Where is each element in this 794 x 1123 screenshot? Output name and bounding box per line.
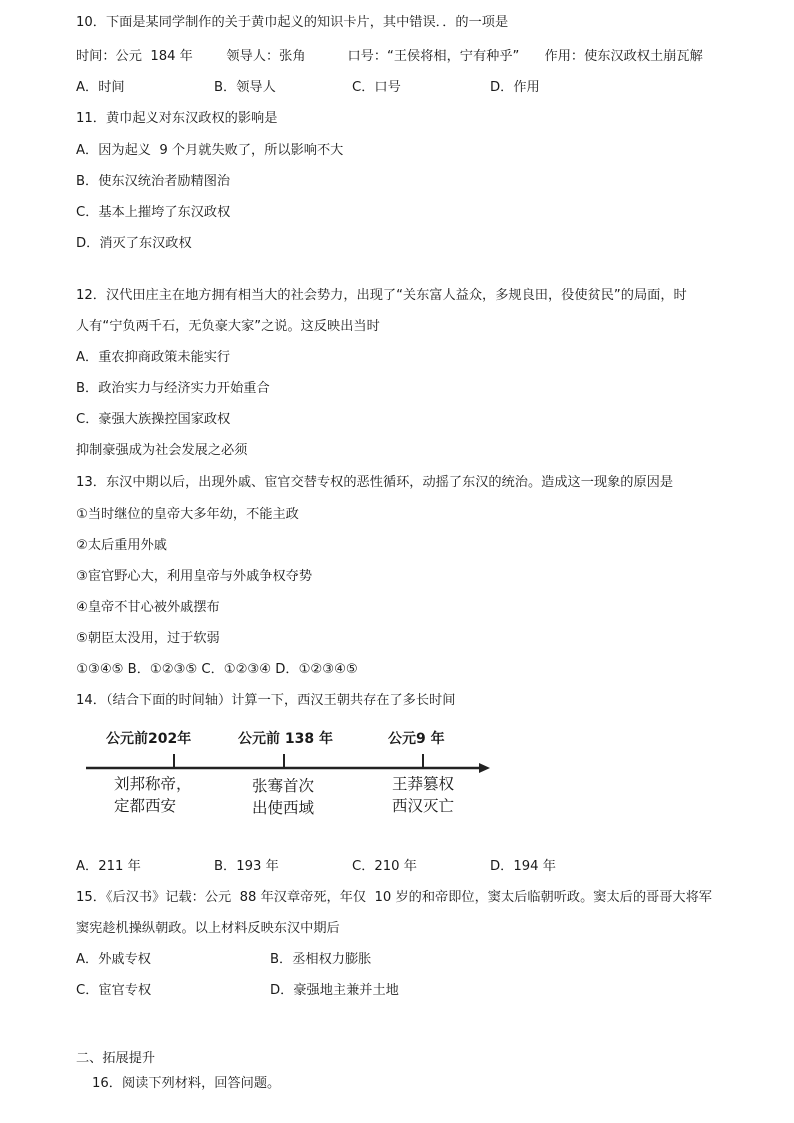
q15-stem-line-1: 15．《后汉书》记载：公元 88 年汉章帝死，年仅 10 岁的和帝即位，窦太后临朝听政。窦太后的哥哥大将军 (76, 890, 712, 905)
q10-option-b: B．领导人 (214, 80, 276, 95)
q10-stem: 10．下面是某同学制作的关于黄巾起义的知识卡片，其中错误．．的一项是 (76, 15, 509, 30)
q12-stem-line-1: 12．汉代田庄主在地方拥有相当大的社会势力，出现了“关东富人益众，多规良田，役使贫民”的局面，时 (76, 288, 687, 303)
q10-option-c: C．口号 (352, 80, 401, 95)
timeline-event-3-line-2: 西汉灭亡 (392, 797, 455, 815)
q12-option-b: B．政治实力与经济实力开始重合 (76, 381, 270, 396)
timeline-arrowhead (479, 763, 490, 773)
timeline-event-2-line-1: 张骞首次 (252, 777, 315, 795)
q11-option-d: D．消灭了东汉政权 (76, 236, 192, 251)
timeline-year-3: 公元9 年 (388, 731, 445, 747)
q10-option-d: D．作用 (490, 80, 540, 95)
q13-item-4: ④皇帝不甘心被外戚摆布 (76, 600, 220, 615)
q13-stem: 13．东汉中期以后，出现外戚、宦官交替专权的恶性循环，动摇了东汉的统治。造成这一现象的原因是 (76, 475, 674, 490)
timeline-year-2: 公元前 138 年 (238, 731, 333, 747)
q13-item-3: ③宦官野心大，利用皇帝与外戚争权夺势 (76, 569, 313, 584)
q15-option-c: C．宦官专权 (76, 983, 152, 998)
section-2-heading: 二、拓展提升 (76, 1051, 156, 1066)
q11-option-b: B．使东汉统治者励精图治 (76, 174, 231, 189)
q16-stem: 16．阅读下列材料，回答问题。 (92, 1076, 281, 1091)
q14-option-b: B．193 年 (214, 859, 279, 874)
q15-option-b: B．丞相权力膨胀 (270, 952, 372, 967)
timeline-year-1: 公元前202年 (106, 731, 192, 747)
timeline-event-1-line-2: 定都西安 (114, 797, 177, 815)
q11-stem: 11．黄巾起义对东汉政权的影响是 (76, 111, 278, 126)
q13-item-5: ⑤朝臣太没用，过于软弱 (76, 631, 220, 646)
q10-option-a: A．时间 (76, 80, 125, 95)
q12-option-d: 抑制豪强成为社会发展之必须 (76, 443, 248, 458)
q15-option-a: A．外戚专权 (76, 952, 151, 967)
q13-item-2: ②太后重用外戚 (76, 538, 167, 553)
timeline-event-1-line-1: 刘邦称帝， (114, 775, 192, 793)
q14-option-a: A．211 年 (76, 859, 141, 874)
timeline-event-3-line-1: 王莽篡权 (392, 775, 455, 793)
q14-stem: 14．（结合下面的时间轴）计算一下，西汉王朝共存在了多长时间 (76, 693, 456, 708)
q15-option-d: D．豪强地主兼并土地 (270, 983, 399, 998)
timeline-event-2-line-2: 出使西域 (252, 799, 315, 817)
q12-stem-line-2: 人有“宁负两千石，无负豪大家”之说。这反映出当时 (76, 319, 380, 334)
q13-options: ①③④⑤ B．①②③⑤ C．①②③④ D．①②③④⑤ (72, 662, 358, 677)
q10-card: 时间：公元 184 年 领导人：张角 口号：“王侯将相，宁有种乎” 作用：使东汉政权土崩瓦解 (76, 49, 703, 64)
q12-option-a: A．重农抑商政策未能实行 (76, 350, 231, 365)
q14-option-c: C．210 年 (352, 859, 417, 874)
q11-option-c: C．基本上摧垮了东汉政权 (76, 205, 231, 220)
timeline-figure (80, 726, 500, 826)
q12-option-c: C．豪强大族操控国家政权 (76, 412, 231, 427)
q14-option-d: D．194 年 (490, 859, 556, 874)
q11-option-a: A．因为起义 9 个月就失败了，所以影响不大 (76, 143, 344, 158)
q13-item-1: ①当时继位的皇帝大多年幼，不能主政 (76, 507, 299, 522)
q15-stem-line-2: 窦宪趁机操纵朝政。以上材料反映东汉中期后 (76, 921, 340, 936)
